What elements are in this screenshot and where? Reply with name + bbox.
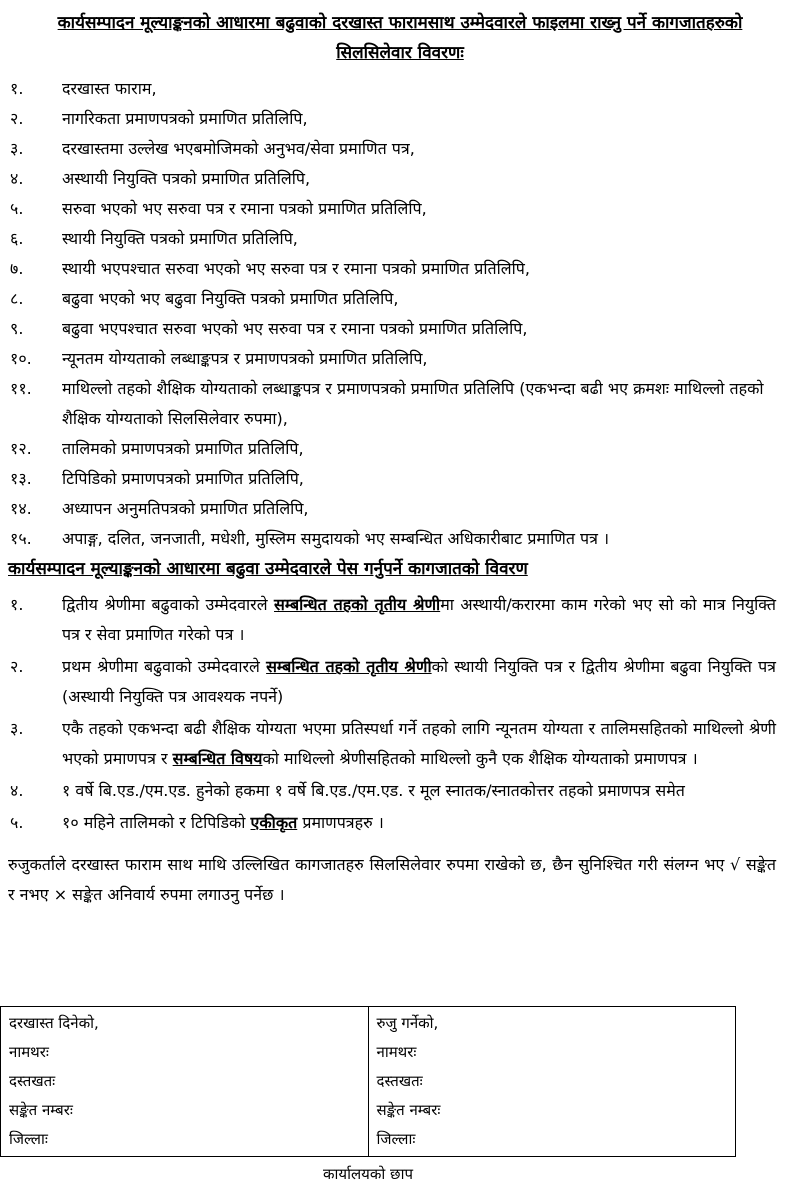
list-item [0,344,800,374]
item-number: ११. [10,379,32,398]
item-text: स्थायी भएपश्चात सरुवा भएको भए सरुवा पत्र र रमाना पत्रको प्रमाणित प्रतिलिपि, [62,259,530,278]
item-number: ६. [10,229,24,248]
item-text-part: को स्थायी नियुक्ति पत्र र द्वितीय श्रेणीमा बढुवा नियुक्ति पत्र (अस्थायी नियुक्ति पत्र आवश्यक नपर्ने) [62,657,777,706]
item-number: १०. [10,349,32,368]
document-title: कार्यसम्पादन मूल्याङ्कनको आधारमा बढुवाको दरखास्त फारामसाथ उम्मेदवारले फाइलमा राख्नु पर्ने कागजातहरुको सिलसिलेवार विवरणः [57,13,743,63]
list-item [0,134,800,164]
list-item [0,194,800,224]
item-text [62,590,776,650]
item-number: २. [10,657,24,676]
list-item [0,254,800,284]
item-number: १४. [10,499,32,518]
list-item [0,374,800,434]
emphasis-text: सम्बन्धित विषय [172,749,263,768]
signature-field-label: दस्तखतः [9,1072,56,1090]
item-text: अपाङ्ग, दलित, जनजाती, मधेशी, मुस्लिम समुदायको भए सम्बन्धित अधिकारीबाट प्रमाणित पत्र । [62,529,610,548]
item-number: १. [10,79,24,98]
district-field-label: जिल्लाः [9,1130,48,1148]
item-number: १२. [10,439,32,458]
item-number: ९. [10,319,24,338]
item-number: ८. [10,289,24,308]
item-text: माथिल्लो तहको शैक्षिक योग्यताको लब्धाङ्कपत्र र प्रमाणपत्रको प्रमाणित प्रतिलिपि (एकभन्दा बढी भए क्रमशः माथिल्लो तहको शैक्षिक योग्यताको सिलसिलेवार रुपमा), [62,379,764,428]
list-item [0,224,800,254]
list-item [0,808,800,838]
name-field-label: नामथरः [376,1043,417,1061]
item-number: ५. [10,199,24,218]
item-text-part: एकै तहको एकभन्दा बढी शैक्षिक योग्यता भएमा प्रतिस्पर्धा गर्ने तहको लागि न्यूनतम योग्यता र तालिमसहितको माथिल्लो श्रेणी भएको प्रमाणपत्र र [62,719,776,768]
item-text: अस्थायी नियुक्ति पत्रको प्रमाणित प्रतिलिपि, [62,169,311,188]
list-item [0,284,800,314]
item-text: बढुवा भएको भए बढुवा नियुक्ति पत्रको प्रमाणित प्रतिलिपि, [62,289,399,308]
item-number: १५. [10,529,32,548]
item-number: ४. [10,781,24,800]
verifier-signature-block [368,1007,736,1157]
required-documents-list [0,74,800,554]
list-item [0,434,800,464]
verifier-note: रुजुकर्ताले दरखास्त फाराम साथ माथि उल्लिखित कागजातहरु सिलसिलेवार रुपमा राखेको छ, छैन सुनिश्चित गरी संलग्न भए √ सङ्केत र नभए × सङ्केत अनिवार्य रुपमा लगाउनु पर्नेछ । [8,855,776,904]
list-item [0,776,800,806]
item-number: ७. [10,259,24,278]
list-item [0,314,800,344]
item-text [62,652,776,712]
item-text-part: १० महिने तालिमको र टिपिडिको [62,813,251,832]
office-stamp-label: कार्यालयको छाप [323,1165,413,1183]
emphasis-text: सम्बन्धित तहको तृतीय श्रेणी [266,657,432,676]
item-text: अध्यापन अनुमतिपत्रको प्रमाणित प्रतिलिपि, [62,499,309,518]
list-item [0,652,800,712]
item-text: टिपिडिको प्रमाणपत्रको प्रमाणित प्रतिलिपि, [62,469,304,488]
item-text-part: द्वितीय श्रेणीमा बढुवाको उम्मेदवारले [62,595,275,614]
item-number: ३. [10,139,24,158]
list-item [0,524,800,554]
signature-field-label: दस्तखतः [376,1072,423,1090]
item-number: ४. [10,169,24,188]
item-text [62,714,776,774]
item-text: तालिमको प्रमाणपत्रको प्रमाणित प्रतिलिपि, [62,439,304,458]
list-item [0,104,800,134]
item-text: सरुवा भएको भए सरुवा पत्र र रमाना पत्रको प्रमाणित प्रतिलिपि, [62,199,427,218]
code-number-field-label: सङ्केत नम्बरः [9,1101,73,1119]
code-number-field-label: सङ्केत नम्बरः [376,1101,441,1119]
emphasis-text: एकीकृत [250,813,298,832]
item-number: ५. [10,813,24,832]
item-text-part: प्रमाणपत्रहरु । [297,813,384,832]
applicant-label: दरखास्त दिनेको, [9,1014,99,1032]
item-number: १३. [10,469,32,488]
item-number: १. [10,595,24,614]
section-heading: कार्यसम्पादन मूल्याङ्कनको आधारमा बढुवा उम्मेदवारले पेस गर्नुपर्ने कागजातको विवरण [8,559,528,579]
item-text-part: को माथिल्लो श्रेणीसहितको माथिल्लो कुनै एक शैक्षिक योग्यताको प्रमाणपत्र । [262,749,698,768]
item-text-part: प्रथम श्रेणीमा बढुवाको उम्मेदवारले [62,657,267,676]
name-field-label: नामथरः [9,1043,49,1061]
list-item [0,494,800,524]
item-text: न्यूनतम योग्यताको लब्धाङ्कपत्र र प्रमाणपत्रको प्रमाणित प्रतिलिपि, [62,349,428,368]
promotion-documents-list [0,590,800,838]
list-item [0,74,800,104]
emphasis-text: सम्बन्धित तहको तृतीय श्रेणी [274,595,441,614]
item-text: स्थायी नियुक्ति पत्रको प्रमाणित प्रतिलिपि, [62,229,298,248]
list-item [0,464,800,494]
applicant-signature-block [1,1007,369,1157]
list-item [0,164,800,194]
item-number: २. [10,109,24,128]
list-item [0,714,800,774]
item-text: दरखास्त फाराम, [62,79,157,98]
item-text: १ वर्षे बि.एड./एम.एड. हुनेको हकमा १ वर्षे बि.एड./एम.एड. र मूल स्नातक/स्नातकोत्तर तहको प्रमाणपत्र समेत [62,781,685,800]
item-text: नागरिकता प्रमाणपत्रको प्रमाणित प्रतिलिपि, [62,109,308,128]
item-text-part: मा अस्थायी/करारमा काम गरेको भए सो को मात्र नियुक्ति पत्र र सेवा प्रमाणित गरेको पत्र । [62,595,776,644]
item-text [62,808,776,838]
list-item [0,590,800,650]
item-text: दरखास्तमा उल्लेख भएबमोजिमको अनुभव/सेवा प्रमाणित पत्र, [62,139,415,158]
item-text: बढुवा भएपश्चात सरुवा भएको भए सरुवा पत्र र रमाना पत्रको प्रमाणित प्रतिलिपि, [62,319,528,338]
signature-table [0,1006,736,1157]
item-number: ३. [10,719,24,738]
verifier-label: रुजु गर्नेको, [376,1014,439,1032]
district-field-label: जिल्लाः [376,1130,416,1148]
